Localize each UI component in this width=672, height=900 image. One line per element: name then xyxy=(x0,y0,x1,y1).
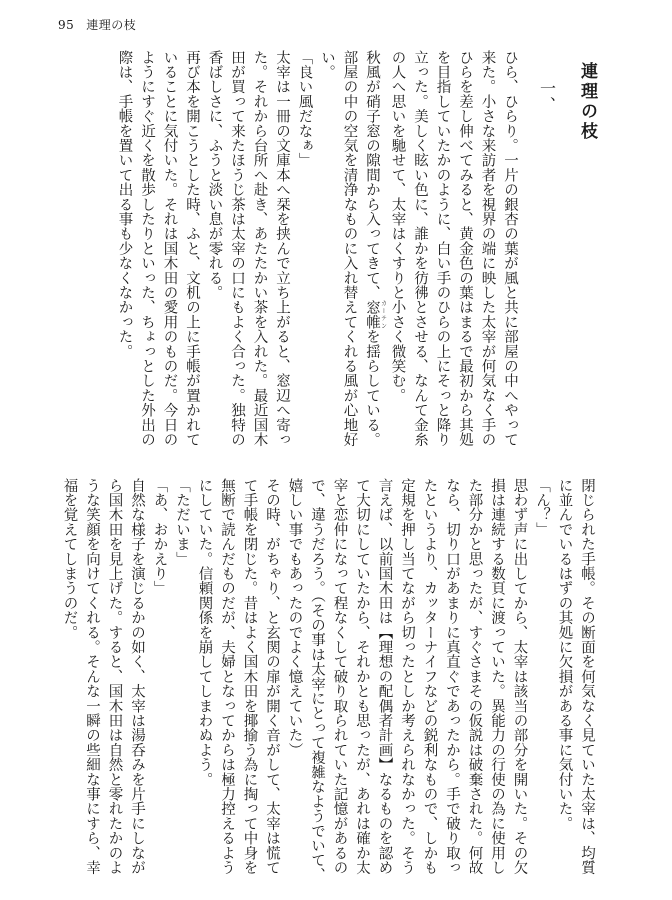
running-header xyxy=(58,16,136,33)
lower-text-block xyxy=(61,478,598,888)
dialogue-line: 「ただいま」 xyxy=(174,478,190,567)
section-number: 一、 xyxy=(537,80,557,113)
page-number: 95 xyxy=(58,18,75,32)
ruby-base: 窓帷 xyxy=(364,299,380,330)
paragraph-with-ruby xyxy=(316,50,387,455)
paragraph: 自然な様子を演じるかの如く、太宰は湯呑みを片手にしながら国木田を見上げた。すると、国木田は自然と零れたかのような笑顔を向けてくれる。そんな一瞬の些細な事にすら、幸福を覚えてしまうのだ。 xyxy=(61,478,145,875)
paragraph: ひら、ひらり。一片の銀杏の葉が風と共に部屋の中へやって来た。小さな来訪者を視界の端に映した太宰が何気なく手のひらを差し伸べてみると、黄金色の葉はまるで最初から其処を目指していたかのように、白い手のひらの上にそっと降り立った。美しく眩い色に、誰かを彷彿とさせる、なんて金糸の人へ思いを馳せて、太宰はくすりと小さく微笑む。 xyxy=(389,50,518,447)
dialogue-line: 「良い風だなぁ」 xyxy=(296,50,313,168)
chapter-title: 連理の枝 xyxy=(577,62,597,142)
ruby-annotation xyxy=(364,299,387,330)
paragraph: 閉じられた手帳。その断面を何気なく見ていた太宰は、均質に並んでいるはずの其処に欠損がある事に気付いた。 xyxy=(556,478,595,875)
paragraph: 太宰は一冊の文庫本へ栞を挟んで立ち上がると、窓辺へ寄った。それから台所へ赴き、あたたかい茶を入れた。最近国木田が買って来たほうじ茶は太宰の口にもよく合った。独特の香ばしさに、ふうと淡い息が零れる。 xyxy=(206,50,290,447)
paragraph-text-before-ruby: 秋風が硝子窓の隙間から入ってきて、 xyxy=(364,50,380,300)
dialogue-line: 「ん？」 xyxy=(534,478,550,537)
paragraph-text-after-ruby: を揺らしている。部屋の中の空気を清浄なものに入れ替えてくれる風が心地好い。 xyxy=(319,50,380,447)
ruby-reading: カーテン xyxy=(379,299,387,330)
running-title: 連理の枝 xyxy=(86,18,137,32)
upper-text-block xyxy=(78,50,598,455)
dialogue-line: 「あ、おかえり」 xyxy=(151,478,168,596)
paragraph: その時、がちゃり、と玄関の扉が開く音がして、太宰は慌てて手帳を閉じた。昔はよく国木田を揶揄う為に掏って中身を無断で読んだものだが、夫婦となってからは極力控えるようにしていた。信頼関係を崩してしまわぬよう。 xyxy=(196,478,280,875)
paragraph: 再び本を開こうとした時、ふと、文机の上に手帳が置かれていることに気付いた。それは国木田の愛用のものだ。今日のようにすぐ近くを散歩したりといった、ちょっとした外出の際は、手帳を置いて出る事も少なくなかった。 xyxy=(116,50,200,447)
paragraph: 思わず声に出してから、太宰は該当の部分を開いた。その欠損は連続する数頁に渡っていた。異能力の行使の為に使用した部分かと思ったが、すぐさまその仮説は破棄された。何故なら、切り口があまりに真直ぐであったから。手で破り取ったというより、カッターナイフなどの鋭利なもので、しかも定規を押し当てながら切ったとしか考えられなかった。そう言えば、以前国木田は【理想の配偶者計画】なるものを認めて大切にしていたから、それかとも思ったが、あれは確か太宰と恋仲になって程なくして破り取られていた記憶があるので、違うだろう。（その事は太宰にとって複雑なようでいて、嬉しい事でもあったのでよく憶えていた） xyxy=(286,478,528,883)
